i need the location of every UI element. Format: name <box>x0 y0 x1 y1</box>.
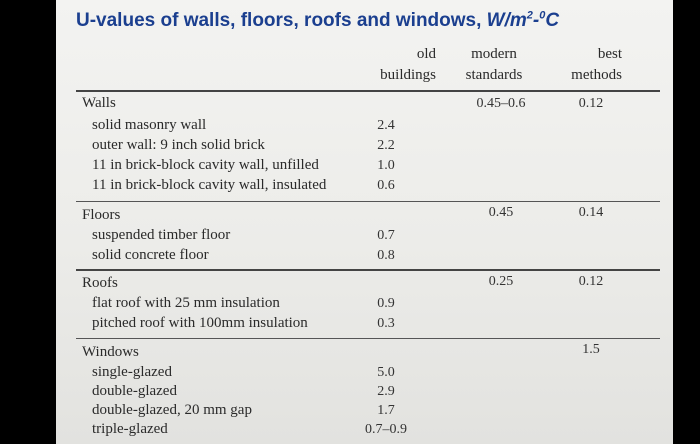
header-modern <box>444 44 544 86</box>
title-unit-end: C <box>545 10 560 31</box>
windows-item-name: triple-glazed <box>92 421 168 437</box>
windows-item-name: double-glazed, 20 mm gap <box>92 402 252 418</box>
walls-item-name: 11 in brick-block cavity wall, insulated <box>92 177 327 193</box>
section-windows-label: Windows <box>82 344 139 360</box>
roofs-item-old: 0.9 <box>377 296 395 311</box>
walls-item-old: 2.4 <box>377 118 395 133</box>
floors-modern-value: 0.45 <box>488 205 514 220</box>
windows-item-old: 0.7–0.9 <box>365 422 407 437</box>
walls-best-value: 0.12 <box>578 96 604 111</box>
header-old-line1: old <box>416 46 436 62</box>
floors-item-name: solid concrete floor <box>92 247 209 263</box>
header-old-line2: buildings <box>380 67 436 83</box>
walls-item-old: 0.6 <box>377 178 395 193</box>
walls-item-name: 11 in brick-block cavity wall, unfilled <box>92 157 319 173</box>
header-modern-line1: modern <box>471 46 517 62</box>
floors-item-old: 0.8 <box>377 248 395 263</box>
floors-best-value: 0.14 <box>578 205 604 220</box>
section-roofs-label: Roofs <box>82 275 118 291</box>
floors-item-old: 0.7 <box>377 228 395 243</box>
roofs-item-name: flat roof with 25 mm insulation <box>92 295 280 311</box>
windows-best-value: 1.5 <box>582 342 600 357</box>
title-text: U-values of walls, floors, roofs and windows, <box>76 10 487 31</box>
windows-item-old: 1.7 <box>377 403 395 418</box>
floors-item-name: suspended timber floor <box>92 227 231 243</box>
title-unit-sup2: 0 <box>539 9 546 22</box>
header-best <box>534 44 622 86</box>
walls-item-old: 2.2 <box>377 138 395 153</box>
windows-item-name: double-glazed <box>92 383 177 399</box>
walls-modern-value: 0.45–0.6 <box>476 96 526 111</box>
section-floors-label: Floors <box>82 207 121 223</box>
document-page <box>56 0 673 444</box>
windows-item-name: single-glazed <box>92 364 172 380</box>
title-unit-sup: 2 <box>526 9 533 22</box>
page-title <box>76 10 559 32</box>
title-unit <box>487 10 559 31</box>
roofs-item-old: 0.3 <box>377 316 395 331</box>
roofs-item-name: pitched roof with 100mm insulation <box>92 315 308 331</box>
header-best-line1: best <box>597 46 622 62</box>
header-best-line2: methods <box>571 67 622 83</box>
section-walls-label: Walls <box>82 95 116 111</box>
walls-item-old: 1.0 <box>377 158 395 173</box>
title-unit-suffix: - <box>532 10 540 31</box>
title-unit-prefix: W/m <box>486 10 527 31</box>
header-modern-line2: standards <box>465 67 523 83</box>
roofs-best-value: 0.12 <box>578 274 604 289</box>
section-divider <box>76 201 660 202</box>
section-divider <box>76 269 660 271</box>
walls-item-name: outer wall: 9 inch solid brick <box>92 137 265 153</box>
windows-item-old: 2.9 <box>377 384 395 399</box>
windows-item-old: 5.0 <box>377 365 395 380</box>
section-divider <box>76 338 660 339</box>
header-old <box>356 44 436 86</box>
roofs-modern-value: 0.25 <box>488 274 514 289</box>
header-divider <box>76 90 660 92</box>
walls-item-name: solid masonry wall <box>92 117 207 133</box>
